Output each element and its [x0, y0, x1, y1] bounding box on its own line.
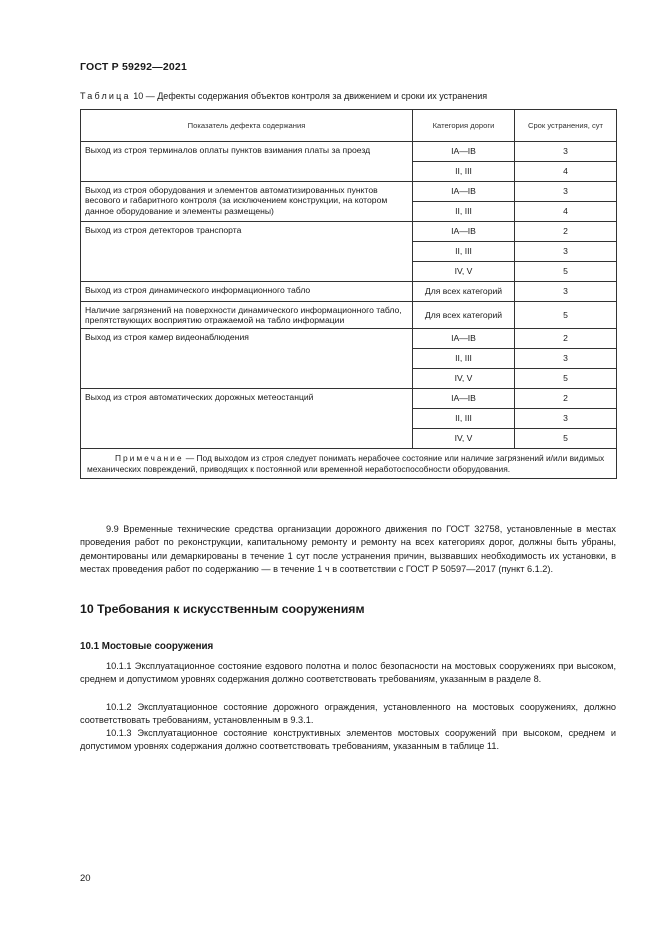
note-text: — Под выходом из строя следует понимать нерабочее состояние или наличие загрязнений и/или видимых механических повреждений, приводящих к постоянной или временной неработоспособности оборудования.: [87, 452, 605, 474]
term-cell: 3: [515, 408, 617, 428]
category-cell: II, III: [413, 408, 515, 428]
table-row: [81, 182, 617, 202]
category-cell: IV, V: [413, 262, 515, 282]
table-row: [81, 282, 617, 302]
term-cell: 4: [515, 202, 617, 222]
category-cell: Для всех категорий: [413, 302, 515, 329]
document-header: ГОСТ Р 59292—2021: [80, 61, 188, 73]
term-cell: 2: [515, 328, 617, 348]
table-row: [81, 142, 617, 162]
paragraph-10-1-3: 10.1.3 Эксплуатационное состояние конструктивных элементов мостовых сооружений при высоком, среднем и допустимом уровнях содержания должно соответствовать требованиям, указанным в таблице 11.: [80, 728, 616, 752]
category-cell: II, III: [413, 162, 515, 182]
section-10-1-heading: 10.1 Мостовые сооружения: [80, 641, 214, 652]
table-note-row: [81, 448, 617, 479]
term-cell: 3: [515, 182, 617, 202]
table-header-row: [81, 110, 617, 142]
category-cell: II, III: [413, 242, 515, 262]
defect-cell: Выход из строя детекторов транспорта: [81, 222, 413, 282]
category-cell: IA—IB: [413, 182, 515, 202]
table-caption-text: 10 — Дефекты содержания объектов контроля за движением и сроки их устранения: [130, 91, 488, 101]
table-row: [81, 328, 617, 348]
table-row: [81, 302, 617, 329]
defect-cell: Выход из строя терминалов оплаты пунктов взимания платы за проезд: [81, 142, 413, 182]
term-cell: 3: [515, 242, 617, 262]
category-cell: IA—IB: [413, 328, 515, 348]
category-cell: IA—IB: [413, 142, 515, 162]
defect-cell: Выход из строя автоматических дорожных метеостанций: [81, 388, 413, 448]
defect-cell: Выход из строя динамического информационного табло: [81, 282, 413, 302]
term-cell: 5: [515, 302, 617, 329]
table-note: [81, 448, 617, 479]
term-cell: 4: [515, 162, 617, 182]
category-cell: IA—IB: [413, 222, 515, 242]
defect-cell: Выход из строя оборудования и элементов автоматизированных пунктов весового и габаритного контроля (за исключением конструкции, на котором данное оборудование и элементы размещены): [81, 182, 413, 222]
header-category: Категория дороги: [413, 110, 515, 142]
header-defect: Показатель дефекта содержания: [81, 110, 413, 142]
term-cell: 2: [515, 388, 617, 408]
term-cell: 3: [515, 142, 617, 162]
header-term: Срок устранения, сут: [515, 110, 617, 142]
category-cell: IV, V: [413, 368, 515, 388]
term-cell: 5: [515, 262, 617, 282]
term-cell: 3: [515, 348, 617, 368]
paragraph-10-1-2: 10.1.2 Эксплуатационное состояние дорожного ограждения, установленного на мостовых сооружениях, должно соответствовать требованиям, установленным в 9.3.1.: [80, 702, 616, 726]
term-cell: 3: [515, 282, 617, 302]
category-cell: IA—IB: [413, 388, 515, 408]
term-cell: 5: [515, 428, 617, 448]
table-body: [81, 142, 617, 479]
category-cell: II, III: [413, 348, 515, 368]
term-cell: 5: [515, 368, 617, 388]
defects-table: [80, 109, 617, 479]
defect-cell: Наличие загрязнений на поверхности динамического информационного табло, препятствующих восприятию отражаемой на табло информации: [81, 302, 413, 329]
table-caption: [80, 91, 487, 101]
paragraph-10-1-1: 10.1.1 Эксплуатационное состояние ездового полотна и полос безопасности на мостовых сооружениях при высоком, среднем и допустимом уровнях содержания должно соответствовать требованиям, указанным в разделе 8.: [80, 661, 616, 685]
table-caption-label: Таблица: [80, 91, 131, 101]
category-cell: II, III: [413, 202, 515, 222]
note-label: Примечание: [115, 452, 184, 463]
table-row: [81, 388, 617, 408]
category-cell: IV, V: [413, 428, 515, 448]
page-number: 20: [80, 873, 91, 884]
defect-cell: Выход из строя камер видеонаблюдения: [81, 328, 413, 388]
term-cell: 2: [515, 222, 617, 242]
section-10-heading: 10 Требования к искусственным сооружениям: [80, 602, 365, 616]
paragraph-9-9: 9.9 Временные технические средства организации дорожного движения по ГОСТ 32758, установленные в местах проведения работ по реконструкции, капитальному ремонту и ремонту на всех категориях дорог, должны быть убраны, демонтированы или демаркированы в течение 1 сут после устранения причин, вызвавших необходимость их установки, в местах проведения работ по содержанию — в течение 1 ч в соответствии с ГОСТ Р 50597—2017 (пункт 6.1.2).: [80, 524, 616, 575]
category-cell: Для всех категорий: [413, 282, 515, 302]
table-row: [81, 222, 617, 242]
